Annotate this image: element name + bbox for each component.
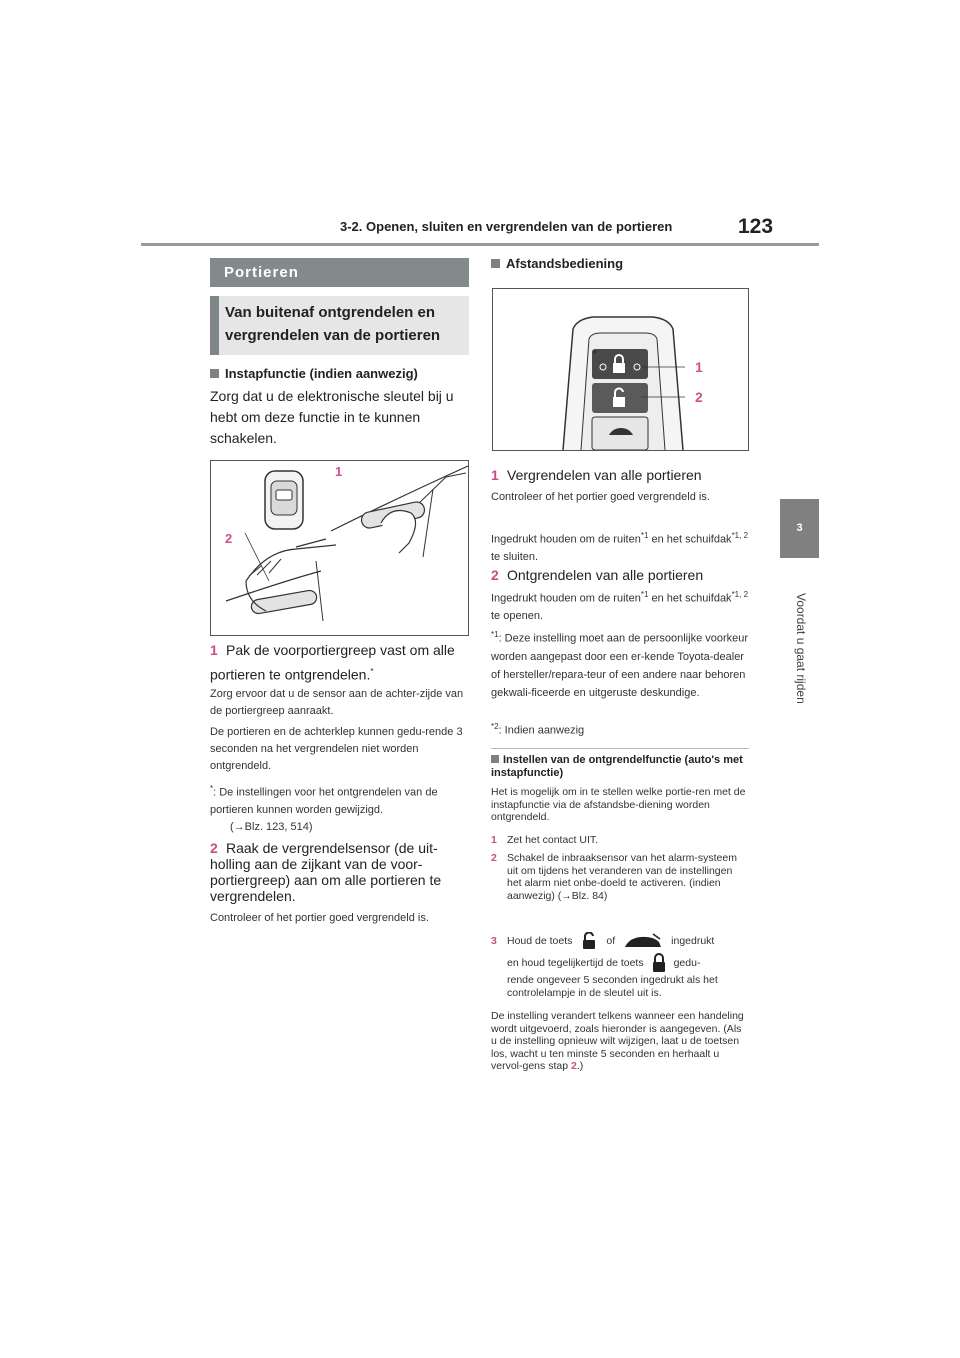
chapter-label: Voordat u gaat rijden (794, 593, 808, 704)
door-handle-illustration (211, 461, 468, 635)
unlock-icon (580, 932, 598, 950)
remote-heading: Afstandsbediening (491, 256, 623, 271)
remote-note-3: Ingedrukt houden om de ruiten$^{*1}$ en het schuifdak$^{*1, 2}$ te openen. (491, 590, 749, 622)
entry-function-heading: Instapfunctie (indien aanwezig) (210, 366, 418, 381)
entry-footnote: *: De instellingen voor het ontgrendelen van de portieren kunnen worden gewijzigd. (→Blz. 123, 514) (210, 784, 438, 833)
remote-note-2: Ingedrukt houden om de ruiten$^{*1}$ en het schuifdak$^{*1, 2}$ te sluiten. (491, 531, 749, 563)
subsection-heading: Van buitenaf ontgrendelen en vergrendelen van de portieren (210, 296, 469, 355)
setting-step-3: 3 Houd de toets of ingedrukt en houd tegelijkertijd de toets gedu- rende ongeveer 5 seconden ingedrukt als het controlelampje in de sleutel uit is. (491, 932, 749, 999)
setting-step-1: 1 Zet het contact UIT. (491, 834, 599, 846)
key-fob-illustration (493, 289, 748, 450)
square-bullet-icon (491, 755, 499, 763)
remote-note-1: Controleer of het portier goed vergrendeld is. (491, 491, 710, 503)
page-number: 123 (738, 215, 774, 238)
setting-step-2: 2 Schakel de inbraaksensor van het alarm-systeem uit om tijdens het veranderen van de instellingen het alarm niet onbe-doeld te activeren. (indien aanwezig) (→Blz. 84) (491, 852, 737, 902)
entry-intro: Zorg dat u de elektronische sleutel bij u hebt om deze functie in te kunnen schakelen. (210, 388, 454, 446)
remote-step-2: 2 Ontgrendelen van alle portieren (491, 567, 704, 583)
square-bullet-icon (491, 259, 500, 268)
entry-step-2: 2 Raak de vergrendelsensor (de uit-holling aan de zijkant van de voor-portiergreep) aan om alle portieren te vergrendelen. (210, 840, 442, 904)
entry-note-3: Controleer of het portier goed vergrendeld is. (210, 912, 429, 924)
section-title: 3-2. Openen, sluiten en vergrendelen van de portieren (340, 219, 673, 234)
setting-intro: Het is mogelijk om in te stellen welke portie-ren met de instapfunctie via de afstandsbe-diening worden ontgrendeld. (491, 786, 746, 823)
remote-footnote-1: $^{*1}$: Deze instelling moet aan de persoonlijke voorkeur worden aangepast door een er-kende Toyota-dealer of hersteller/repara-teur of een andere naar behoren gekwali-ficeerde en uitgeruste deskundige. (491, 630, 749, 699)
section-divider (491, 748, 749, 749)
chapter-tab: 3 (780, 499, 819, 558)
figure-label-1: 1 (695, 359, 703, 375)
entry-step-1: 1 Pak de voorportiergreep vast om alle portieren te ontgrendelen.* (210, 642, 455, 683)
figure-label-2: 2 (695, 389, 703, 405)
remote-footnote-2: $^{*2}$: Indien aanwezig (491, 722, 585, 737)
header-rule (141, 243, 819, 246)
remote-illustration (492, 288, 749, 451)
figure-label-1: 1 (335, 464, 343, 479)
remote-step-1: 1 Vergrendelen van alle portieren (491, 467, 702, 483)
figure-label-2: 2 (225, 531, 233, 546)
square-bullet-icon (210, 369, 219, 378)
entry-illustration (210, 460, 469, 636)
section-heading: Portieren (210, 258, 469, 287)
entry-note-2: De portieren en de achterklep kunnen gedu-rende 3 seconden na het vergrendelen niet worden ontgrendeld. (210, 726, 463, 772)
setting-closing: De instelling verandert telkens wanneer een handeling wordt uitgevoerd, zoals hieronder is aangegeven. (Als u de instelling opnieuw wilt wijzigen, laat u de toetsen los, wacht u ten minste 5 seconden en herhaalt u vervol-gens stap 2.) (491, 1010, 744, 1072)
entry-note-1: Zorg ervoor dat u de sensor aan de achter-zijde van de portiergreep aanraakt. (210, 688, 464, 717)
lock-icon (650, 953, 668, 973)
car-trunk-icon (623, 932, 663, 950)
setting-heading: Instellen van de ontgrendelfunctie (auto's met instapfunctie) (491, 754, 743, 779)
